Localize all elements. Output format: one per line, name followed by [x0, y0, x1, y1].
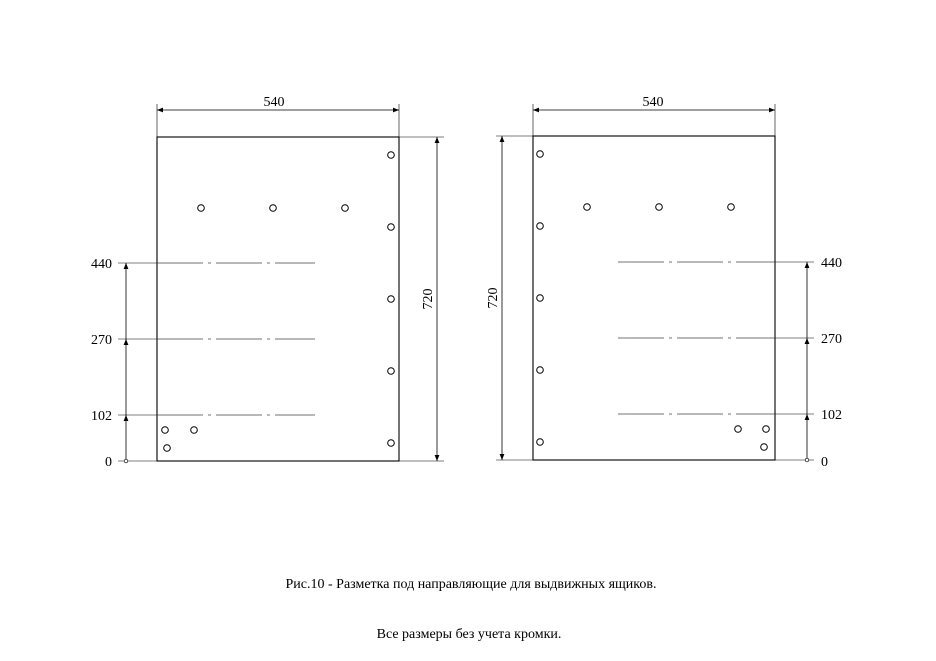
right-panel-drawing — [486, 95, 842, 470]
right-level-0: 0 — [821, 455, 828, 470]
left-height-dimension — [399, 137, 444, 461]
hole — [342, 205, 349, 212]
left-level-dimensions — [91, 257, 157, 470]
hole — [537, 439, 544, 446]
right-level-dimensions — [775, 256, 842, 470]
hole — [537, 367, 544, 374]
hole — [191, 427, 198, 434]
hole — [388, 440, 395, 447]
figure-caption: Рис.10 - Разметка под направляющие для выдвижных ящиков. — [285, 577, 657, 592]
hole — [162, 427, 169, 434]
right-holes — [537, 151, 770, 451]
right-level-270: 270 — [821, 332, 842, 347]
right-height-label: 720 — [486, 287, 501, 309]
right-panel-outline — [533, 136, 775, 460]
left-level-102: 102 — [91, 409, 112, 424]
hole — [388, 152, 395, 159]
hole — [198, 205, 205, 212]
hole — [388, 368, 395, 375]
left-height-label: 720 — [421, 288, 436, 310]
left-panel-drawing — [91, 95, 444, 470]
hole — [270, 205, 277, 212]
left-level-0: 0 — [105, 455, 112, 470]
left-width-label: 540 — [263, 95, 285, 110]
right-width-dimension — [533, 95, 775, 136]
hole — [164, 445, 171, 452]
hole — [537, 295, 544, 302]
hole — [735, 426, 742, 433]
hole — [388, 224, 395, 231]
hole — [388, 296, 395, 303]
right-level-440: 440 — [821, 256, 842, 271]
left-panel-outline — [157, 137, 399, 461]
hole — [537, 151, 544, 158]
hole — [761, 444, 768, 451]
hole — [584, 204, 591, 211]
hole — [728, 204, 735, 211]
figure-note: Все размеры без учета кромки. — [376, 627, 562, 642]
hole — [537, 223, 544, 230]
left-level-270: 270 — [91, 333, 112, 348]
right-level-102: 102 — [821, 408, 842, 423]
right-width-label: 540 — [642, 95, 664, 110]
hole — [763, 426, 770, 433]
left-level-440: 440 — [91, 257, 112, 272]
hole — [656, 204, 663, 211]
left-width-dimension — [157, 95, 399, 137]
left-holes — [162, 152, 395, 452]
right-height-dimension — [486, 136, 533, 460]
